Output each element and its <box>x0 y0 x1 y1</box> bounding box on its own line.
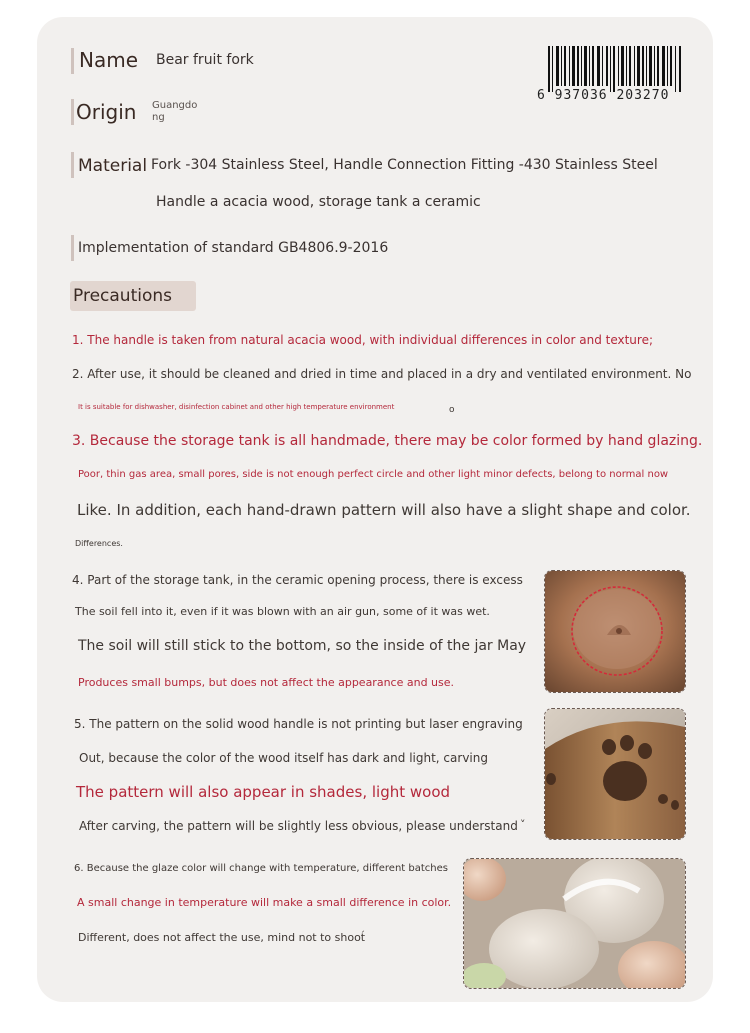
precaution-4-line3: The soil will still stick to the bottom, so the inside of the jar May <box>78 638 527 654</box>
standard-text: Implementation of standard GB4806.9-2016 <box>78 240 389 256</box>
precaution-6-line2: A small change in temperature will make a small difference in color. <box>77 896 452 909</box>
precaution-6-line1: 6. Because the glaze color will change with temperature, different batches <box>74 863 448 874</box>
jar-bottom-photo <box>544 570 686 693</box>
precaution-5-mark: ˬ <box>520 809 526 822</box>
precaution-5-line2: Out, because the color of the wood itself has dark and light, carving <box>79 751 488 765</box>
label-accent-bar <box>71 48 74 74</box>
precaution-2-line1: 2. After use, it should be cleaned and dried in time and placed in a dry and ventilated environment. No <box>72 367 692 381</box>
precaution-1: 1. The handle is taken from natural acacia wood, with individual differences in color and texture; <box>72 333 654 347</box>
precaution-2-line2: It is suitable for dishwasher, disinfection cabinet and other high temperature environment <box>78 403 395 411</box>
precaution-4-line1: 4. Part of the storage tank, in the ceramic opening process, there is excess <box>72 573 523 587</box>
precaution-5-line4: After carving, the pattern will be slightly less obvious, please understand <box>79 819 518 833</box>
ceramic-jars-photo <box>463 858 686 989</box>
material-label: Material <box>78 156 148 176</box>
precaution-2-mark: o <box>449 405 455 415</box>
material-value-line2: Handle a acacia wood, storage tank a ceramic <box>156 194 481 210</box>
precaution-6-mark: ˏ <box>360 922 365 933</box>
name-value: Bear fruit fork <box>156 52 254 68</box>
material-value-line1: Fork -304 Stainless Steel, Handle Connection Fitting -430 Stainless Steel <box>151 157 658 173</box>
label-accent-bar <box>71 99 74 125</box>
origin-value: Guangdo ng <box>152 100 198 123</box>
precaution-3-line3: Like. In addition, each hand-drawn pattern will also have a slight shape and color. <box>77 501 691 519</box>
origin-label: Origin <box>76 100 137 124</box>
precautions-heading: Precautions <box>73 286 172 306</box>
precaution-3-line1: 3. Because the storage tank is all handmade, there may be color formed by hand glazing. <box>72 433 703 449</box>
barcode-number: 6 937036 203270 <box>537 88 670 103</box>
barcode-graphic <box>548 46 682 92</box>
precaution-5-line3: The pattern will also appear in shades, light wood <box>76 783 451 801</box>
precaution-4-line4: Produces small bumps, but does not affect the appearance and use. <box>78 676 455 689</box>
wood-handle-photo <box>544 708 686 840</box>
precaution-4-line2: The soil fell into it, even if it was blown with an air gun, some of it was wet. <box>75 605 490 618</box>
precaution-6-line3: Different, does not affect the use, mind not to shoot <box>78 931 366 944</box>
precaution-5-line1: 5. The pattern on the solid wood handle is not printing but laser engraving <box>74 717 523 731</box>
precaution-3-line4: Differences. <box>75 539 123 548</box>
label-accent-bar <box>71 152 74 178</box>
precaution-3-line2: Poor, thin gas area, small pores, side is not enough perfect circle and other light minor defects, belong to normal now <box>78 469 669 480</box>
label-accent-bar <box>71 235 74 261</box>
name-label: Name <box>79 48 139 72</box>
